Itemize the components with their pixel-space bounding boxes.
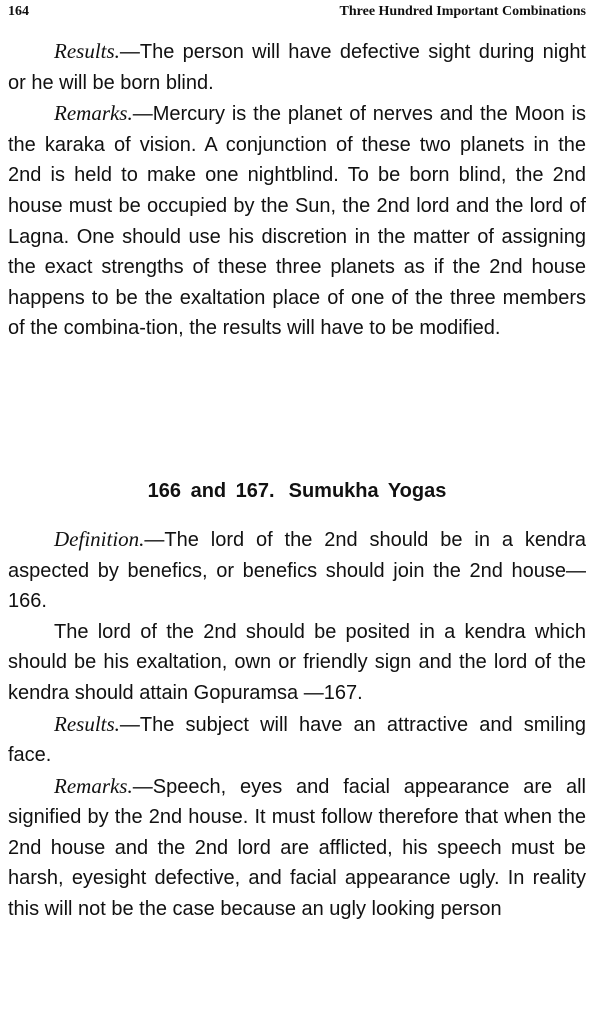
results-label: Results. xyxy=(54,39,120,63)
remarks-paragraph-2 xyxy=(8,771,586,925)
page-header xyxy=(8,4,586,26)
page-number: 164 xyxy=(8,4,29,19)
section-number: 166 and 167. xyxy=(147,479,275,502)
results-text-2: —The subject will have an attractive and smiling face. xyxy=(8,713,586,767)
results-paragraph xyxy=(8,36,586,98)
results-paragraph-2 xyxy=(8,709,586,771)
running-title: Three Hundred Important Combinations xyxy=(339,4,586,19)
remarks-text-2: —Speech, eyes and facial appearance are all signified by the 2nd house. It must follow therefore that when the 2nd house and the 2nd lord are afflicted, his speech must be harsh, eyesight defective, and facial appearance ugly. In reality this will not be the case because an ugly looking person xyxy=(8,775,586,921)
definition-label: Definition. xyxy=(54,526,145,551)
results-label-2: Results. xyxy=(54,711,120,736)
remarks-text: —Mercury is the planet of nerves and the Moon is the karaka of vision. A conjunction of these two planets in the 2nd is held to make one nightblind. To be born blind, the 2nd house must be occupied by the Sun, the 2nd lord and the lord of Lagna. One should use his discretion in the matter of assigning the exact strengths of these three planets as if the 2nd house happens to be the exaltation place of one of the three members of the combina-tion, the results will have to be modified. xyxy=(8,103,586,340)
section-title: Sumukha Yogas xyxy=(288,479,447,502)
definition-text: —The lord of the 2nd should be in a kendra aspected by benefics, or benefics should join the 2nd house—166. xyxy=(8,528,586,613)
page-body xyxy=(8,36,586,925)
section-heading xyxy=(8,476,586,506)
remarks-label-2: Remarks. xyxy=(54,773,133,798)
definition-continuation-paragraph: The lord of the 2nd should be posited in a kendra which should be his exaltation, own or friendly sign and the lord of the kendra should attain Gopuramsa —167. xyxy=(8,620,586,704)
definition-paragraph xyxy=(8,524,586,617)
remarks-label: Remarks. xyxy=(54,101,133,126)
results-text: —The person will have defective sight during night or he will be born blind. xyxy=(8,41,586,94)
remarks-paragraph xyxy=(8,98,586,344)
